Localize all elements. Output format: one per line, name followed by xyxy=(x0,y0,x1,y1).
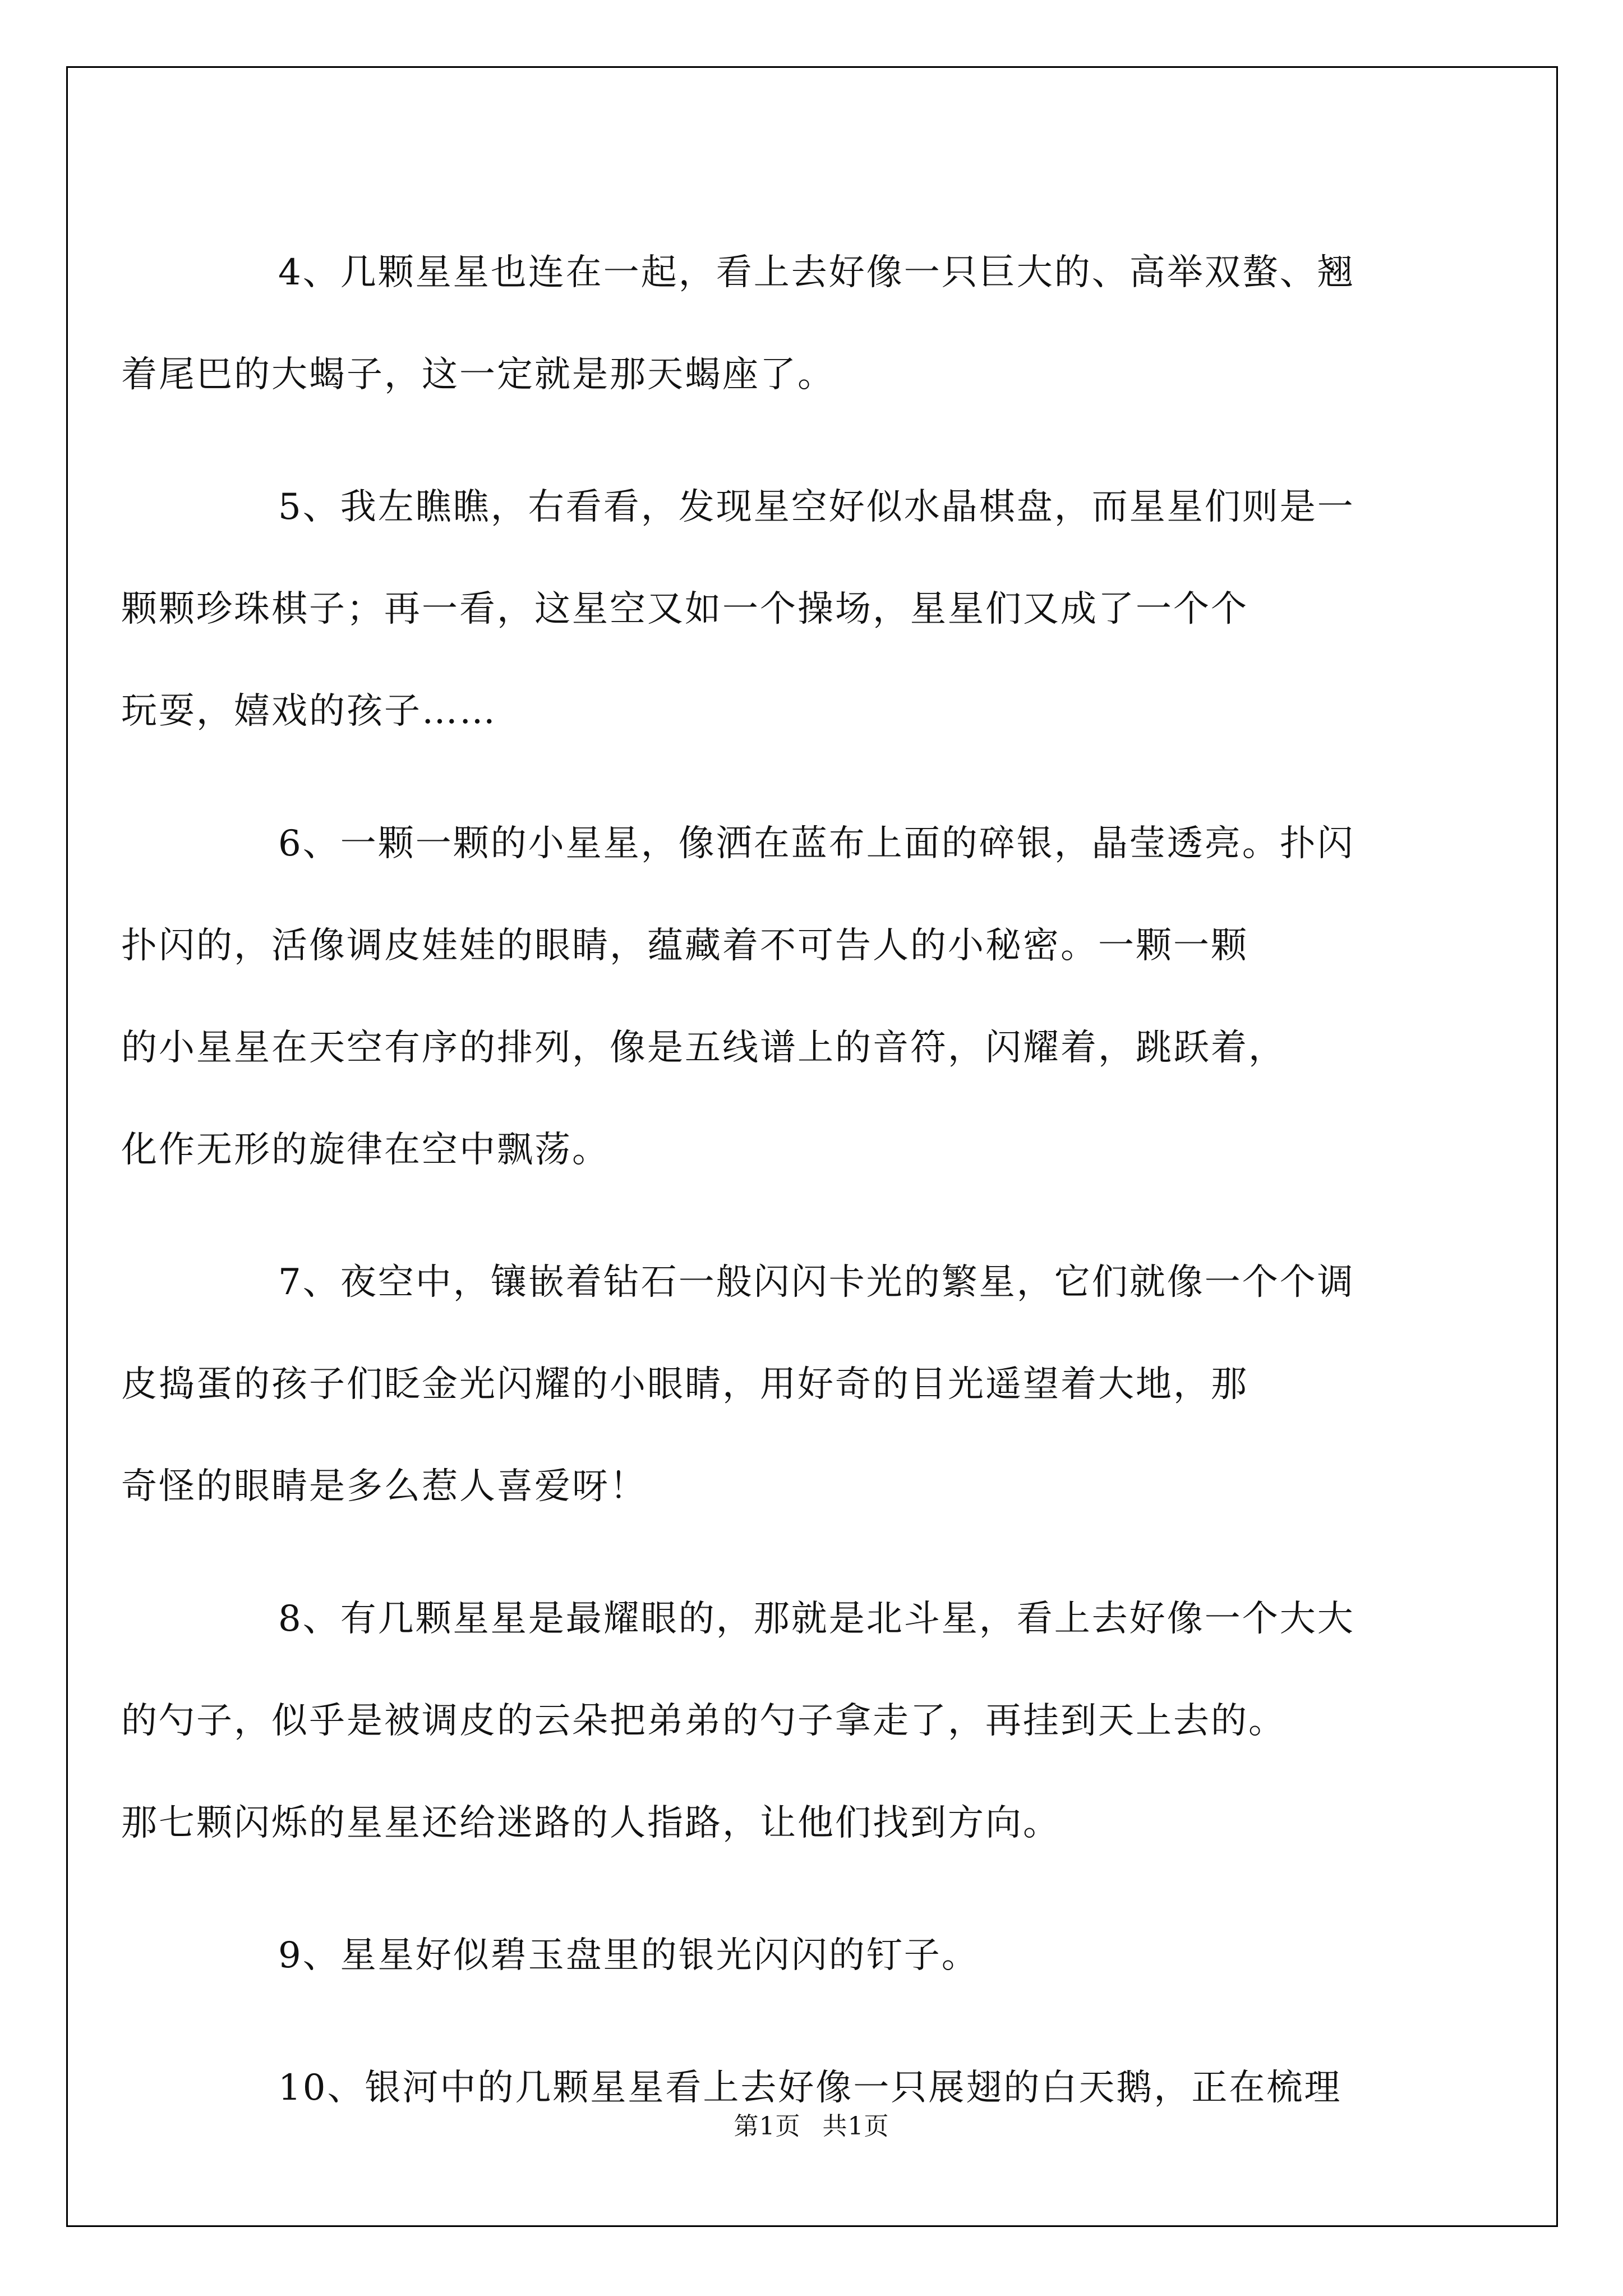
text-line: 8、有几颗星星是最耀眼的，那就是北斗星，看上去好像一个大大 xyxy=(278,1598,1355,1640)
page-footer xyxy=(0,2106,1623,2142)
text-line: 的勺子，似乎是被调皮的云朵把弟弟的勺子拿走了，再挂到天上去的。 xyxy=(121,1700,1286,1742)
text-line: 奇怪的眼睛是多么惹人喜爱呀！ xyxy=(121,1466,647,1507)
paragraph-4 xyxy=(121,222,1439,426)
text-line: 7、夜空中，镶嵌着钻石一般闪闪卡光的繁星，它们就像一个个调 xyxy=(278,1262,1355,1303)
text-line: 9、星星好似碧玉盘里的银光闪闪的钉子。 xyxy=(278,1935,979,1976)
paragraph-8 xyxy=(121,1568,1439,1874)
text-line: 化作无形的旋律在空中飘荡。 xyxy=(121,1129,610,1171)
paragraph-6 xyxy=(121,793,1439,1201)
text-line: 6、一颗一颗的小星星，像洒在蓝布上面的碎银，晶莹透亮。扑闪 xyxy=(278,823,1355,864)
text-line: 玩耍，嬉戏的孩子…… xyxy=(121,691,497,732)
text-line: 10、银河中的几颗星星看上去好像一只展翅的白天鹅，正在梳理 xyxy=(278,2067,1342,2109)
text-line: 皮捣蛋的孩子们眨金光闪耀的小眼睛，用好奇的目光遥望着大地，那 xyxy=(121,1364,1248,1405)
text-line: 那七颗闪烁的星星还给迷路的人指路，让他们找到方向。 xyxy=(121,1802,1061,1844)
paragraph-9 xyxy=(200,1904,1439,2007)
text-line: 4、几颗星星也连在一起，看上去好像一只巨大的、高举双螯、翘 xyxy=(278,252,1355,293)
page-total: 共1页 xyxy=(822,2112,889,2141)
text-line: 着尾巴的大蝎子，这一定就是那天蝎座了。 xyxy=(121,354,835,395)
text-line: 颗颗珍珠棋子；再一看，这星空又如一个操场，星星们又成了一个个 xyxy=(121,588,1248,630)
text-line: 5、我左瞧瞧，右看看，发现星空好似水晶棋盘，而星星们则是一 xyxy=(278,486,1355,528)
text-line: 扑闪的，活像调皮娃娃的眼睛，蕴藏着不可告人的小秘密。一颗一颗 xyxy=(121,925,1248,967)
document-body xyxy=(121,222,1439,2169)
page-number: 第1页 xyxy=(734,2112,801,2141)
paragraph-5 xyxy=(121,456,1439,762)
text-line: 的小星星在天空有序的排列，像是五线谱上的音符，闪耀着，跳跃着， xyxy=(121,1027,1286,1069)
paragraph-7 xyxy=(121,1231,1439,1538)
